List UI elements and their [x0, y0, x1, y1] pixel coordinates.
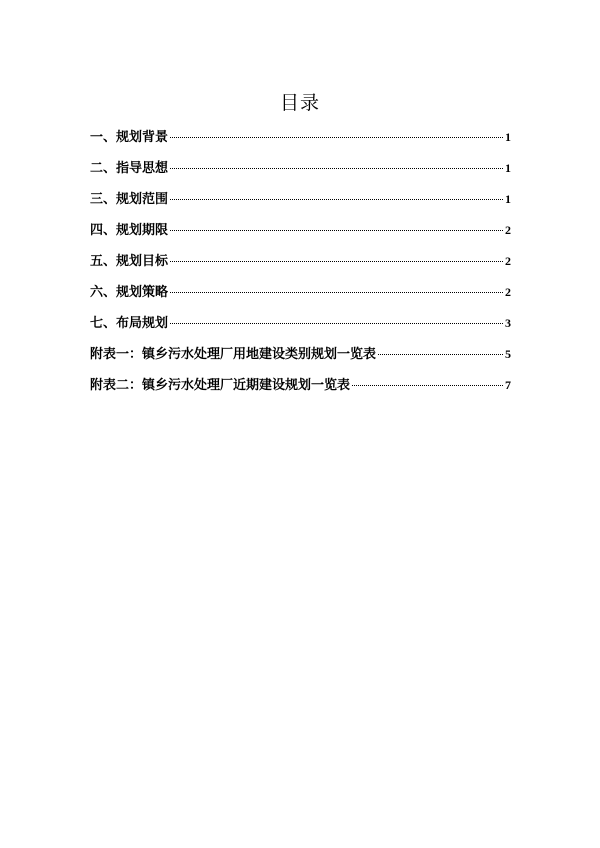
- table-of-contents: [90, 126, 511, 405]
- toc-dot-leader: [170, 137, 503, 138]
- toc-dot-leader: [170, 168, 503, 169]
- toc-page-number: 2: [505, 285, 511, 299]
- toc-entry-label: 二、指导思想: [90, 161, 169, 176]
- toc-entry-label: 一、规划背景: [90, 130, 169, 145]
- toc-entry[interactable]: [90, 343, 511, 374]
- toc-entry[interactable]: [90, 250, 511, 281]
- toc-entry[interactable]: [90, 157, 511, 188]
- toc-page-number: 2: [505, 254, 511, 268]
- toc-page-number: 1: [505, 130, 511, 144]
- toc-entry[interactable]: [90, 374, 511, 405]
- toc-entry-label: 三、规划范围: [90, 192, 169, 207]
- toc-entry-label: 五、规划目标: [90, 254, 169, 269]
- toc-dot-leader: [352, 385, 503, 386]
- toc-page-number: 3: [505, 316, 511, 330]
- toc-entry-label: 四、规划期限: [90, 223, 169, 238]
- toc-page-number: 2: [505, 223, 511, 237]
- toc-entry[interactable]: [90, 312, 511, 343]
- toc-entry-label: 附表一：镇乡污水处理厂用地建设类别规划一览表: [90, 347, 377, 362]
- toc-title: 目录: [279, 92, 320, 114]
- toc-dot-leader: [170, 292, 503, 293]
- toc-entry-label: 七、布局规划: [90, 316, 169, 331]
- toc-page-number: 7: [505, 378, 511, 392]
- toc-dot-leader: [170, 323, 503, 324]
- toc-entry[interactable]: [90, 281, 511, 312]
- toc-page-number: 5: [505, 347, 511, 361]
- toc-page-number: 1: [505, 192, 511, 206]
- toc-dot-leader: [378, 354, 503, 355]
- toc-dot-leader: [170, 261, 503, 262]
- toc-dot-leader: [170, 230, 503, 231]
- toc-entry[interactable]: [90, 188, 511, 219]
- toc-entry-label: 六、规划策略: [90, 285, 169, 300]
- toc-dot-leader: [170, 199, 503, 200]
- toc-page-number: 1: [505, 161, 511, 175]
- toc-entry-label: 附表二：镇乡污水处理厂近期建设规划一览表: [90, 378, 351, 393]
- toc-entry[interactable]: [90, 126, 511, 157]
- toc-entry[interactable]: [90, 219, 511, 250]
